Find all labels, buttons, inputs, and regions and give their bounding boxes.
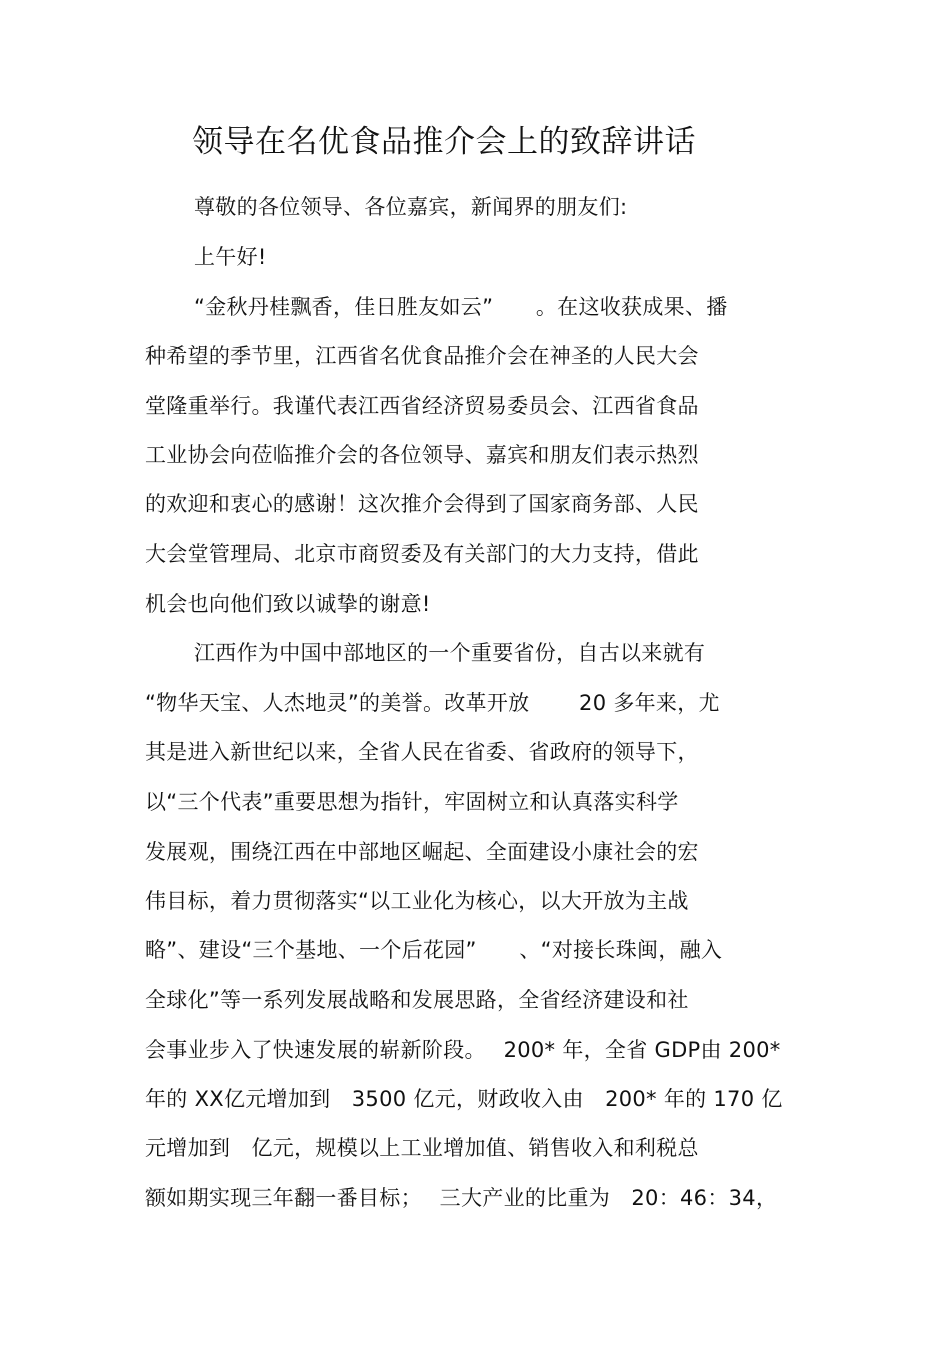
- paragraph-line: 大会堂管理局、北京市商贸委及有关部门的大力支持，借此: [145, 542, 699, 566]
- paragraph-line: “物华天宝、人杰地灵”的美誉。改革开放 20 多年来，尤: [145, 691, 720, 715]
- paragraph-line: 会事业步入了快速发展的崭新阶段。 200* 年，全省 GDP由 200*: [145, 1038, 781, 1062]
- paragraph-line: “金秋丹桂飘香，佳日胜友如云” 。在这收获成果、播: [194, 295, 728, 319]
- paragraph-line: 其是进入新世纪以来，全省人民在省委、省政府的领导下，: [145, 740, 699, 764]
- paragraph-line: 以“三个代表”重要思想为指针，牢固树立和认真落实科学: [145, 790, 679, 814]
- paragraph-line: 伟目标，着力贯彻落实“以工业化为核心，以大开放为主战: [145, 889, 689, 913]
- paragraph-line: 堂隆重举行。我谨代表江西省经济贸易委员会、江西省食品: [145, 394, 699, 418]
- paragraph-line: 工业协会向莅临推介会的各位领导、嘉宾和朋友们表示热烈: [145, 443, 699, 467]
- paragraph-line: 略”、建设“三个基地、一个后花园” 、“对接长珠闽，融入: [145, 938, 723, 962]
- paragraph-line: 的欢迎和衷心的感谢！这次推介会得到了国家商务部、人民: [145, 492, 699, 516]
- paragraph-line: 额如期实现三年翻一番目标； 三大产业的比重为 20：46：34，: [145, 1186, 778, 1210]
- document-title: 领导在名优食品推介会上的致辞讲话: [192, 124, 696, 160]
- paragraph-line: 元增加到 亿元，规模以上工业增加值、销售收入和利税总: [145, 1136, 699, 1160]
- paragraph-line: 全球化”等一系列发展战略和发展思路，全省经济建设和社: [145, 988, 689, 1012]
- paragraph-line: 尊敬的各位领导、各位嘉宾，新闻界的朋友们:: [194, 195, 628, 219]
- paragraph-line: 上午好!: [194, 245, 267, 269]
- paragraph-line: 发展观，围绕江西在中部地区崛起、全面建设小康社会的宏: [145, 840, 699, 864]
- paragraph-line: 机会也向他们致以诚挚的谢意!: [145, 592, 431, 616]
- paragraph-line: 种希望的季节里，江西省名优食品推介会在神圣的人民大会: [145, 344, 699, 368]
- paragraph-line: 年的 XX亿元增加到 3500 亿元，财政收入由 200* 年的 170 亿: [145, 1087, 783, 1111]
- paragraph-line: 江西作为中国中部地区的一个重要省份，自古以来就有: [194, 641, 706, 665]
